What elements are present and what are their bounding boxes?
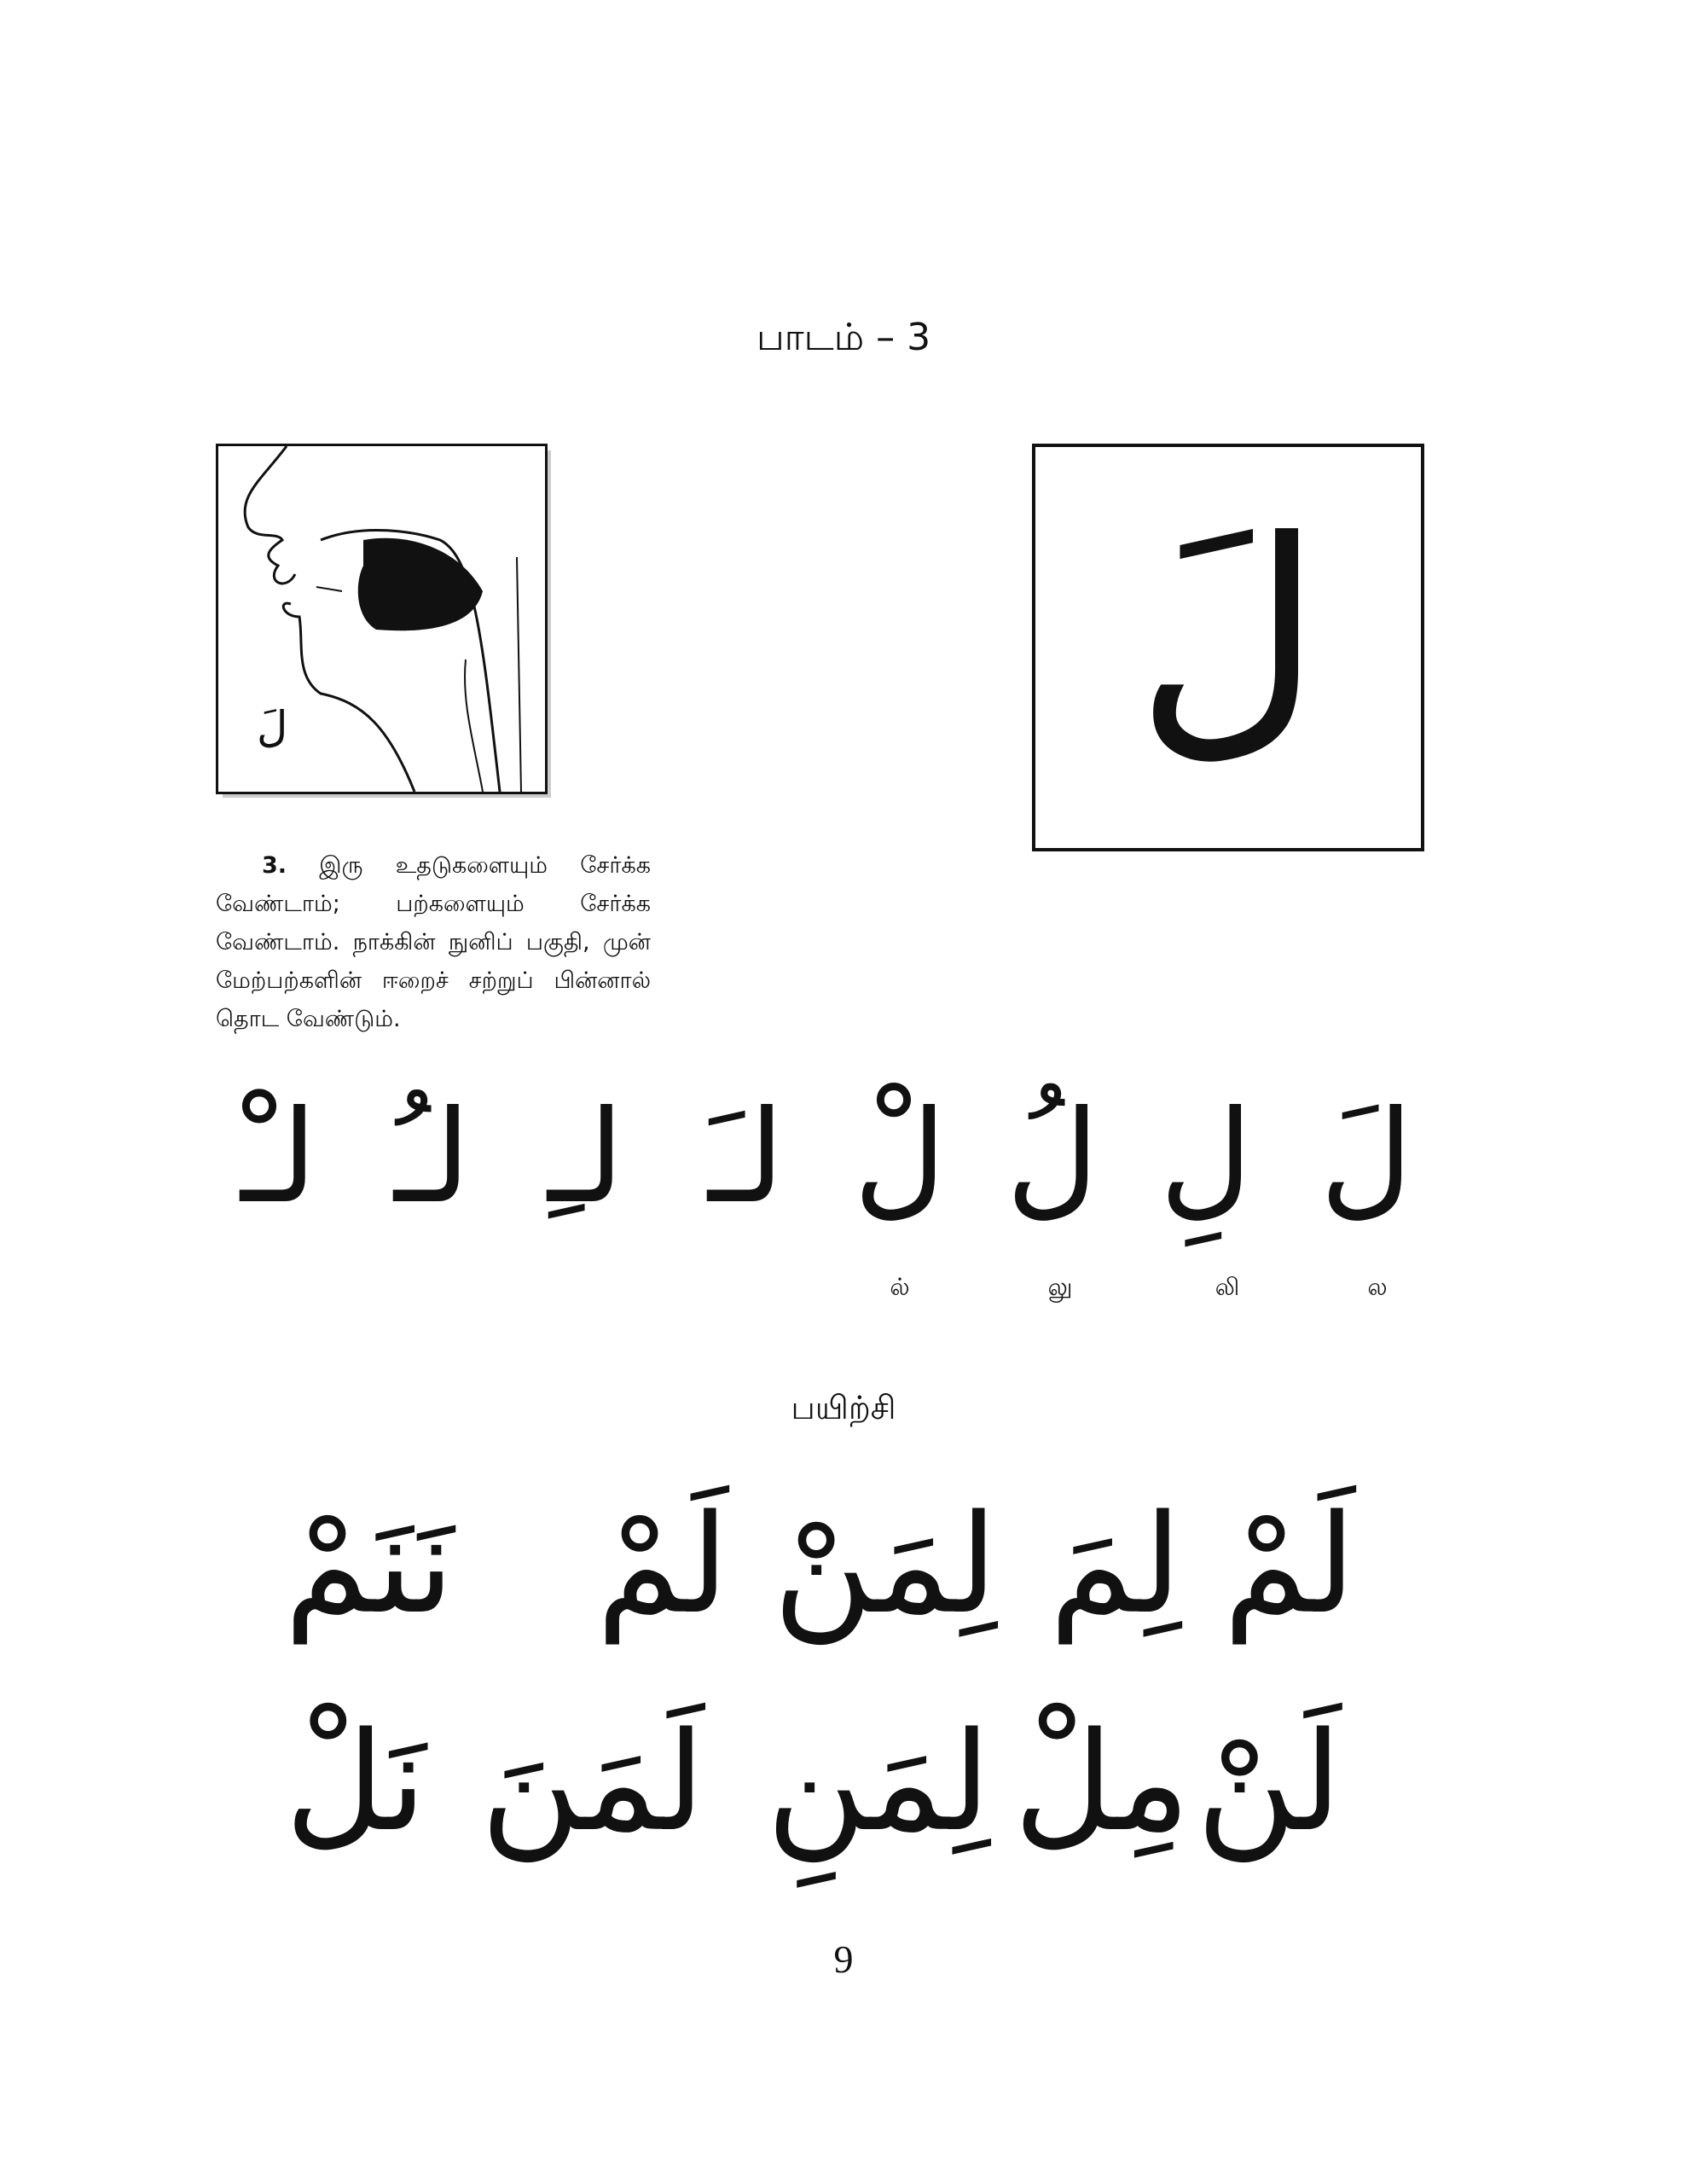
practice-word: لِمَنِ — [766, 1702, 991, 1862]
practice-word: نَلْ — [285, 1702, 426, 1862]
lesson-title: பாடம் – 3 — [756, 316, 931, 359]
practice-word: لَمَنَ — [480, 1702, 705, 1862]
letter-form: لـِ — [548, 1083, 624, 1232]
practice-heading: பயிற்சி — [791, 1389, 896, 1426]
letter-form: لْ — [853, 1083, 947, 1232]
letter-form: لُ — [1006, 1083, 1099, 1232]
transliteration: லி — [1215, 1273, 1240, 1301]
letter-form: لـْ — [241, 1083, 317, 1232]
page-number: 9 — [833, 1937, 854, 1981]
practice-word: لِمَنْ — [773, 1484, 998, 1644]
transliteration: ல் — [890, 1273, 910, 1301]
lesson-letter-box — [1032, 444, 1424, 851]
description-number: 3. — [262, 852, 287, 879]
practice-word: لَنْ — [1196, 1702, 1342, 1862]
diagram-letter-label: لَ — [257, 702, 288, 752]
practice-word: لَمْ — [1223, 1484, 1356, 1644]
letter-form: لـَ — [708, 1083, 785, 1232]
letter-form: لِ — [1159, 1083, 1253, 1232]
practice-word: نَنَمْ — [284, 1484, 455, 1644]
practice-word: لِمَ — [1049, 1484, 1182, 1644]
lesson-letter: لَ — [1135, 485, 1321, 783]
pronunciation-description — [216, 846, 651, 1038]
letter-form: لـُ — [394, 1083, 471, 1232]
transliteration: ல — [1367, 1273, 1388, 1301]
letter-form: لَ — [1319, 1083, 1413, 1232]
practice-word: مِلْ — [1013, 1702, 1191, 1862]
description-text: இரு உதடுகளையும் சேர்க்க வேண்டாம்; பற்களையும் சேர்க்க வேண்டாம். நாக்கின் நுனிப் பகுதி, முன் மேற்பற்களின் ஈறைச் சற்றுப் பின்னால் தொட வேண்டும். — [216, 852, 651, 1032]
mouth-articulation-diagram — [216, 444, 548, 794]
practice-word: لَمْ — [596, 1484, 729, 1644]
transliteration: லு — [1047, 1273, 1073, 1301]
